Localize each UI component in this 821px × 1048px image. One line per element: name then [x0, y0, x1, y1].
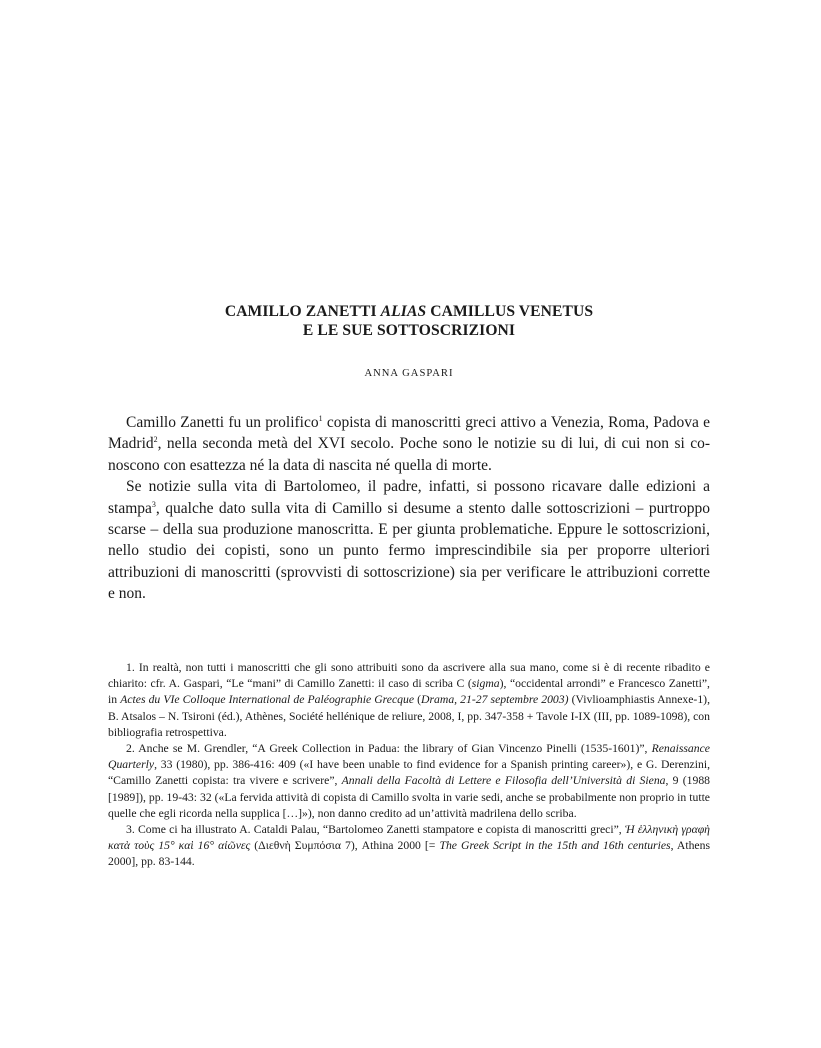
text-run: (Vivlioamphiastis Annexe-1), B. Atsalos – N. Tsironi (éd.), Athènes, Société hellénique de reliure, 2008, I, pp. 347-358 + Tavole I-IX (III, pp. 1089-1098), con bibliografia retrospettiva. — [108, 693, 710, 739]
text-run: 3. Come ci ha illustrato A. Cataldi Palau, “Bartolomeo Zanetti stampatore e copista di manoscritti greci”, — [126, 823, 625, 837]
italic-run: Drama, 21-27 septembre 2003) — [421, 693, 569, 707]
title-text: CAMILLO ZANETTI — [224, 303, 381, 320]
italic-run: Annali della Facoltà di Lettere e Filosofia dell’Università di Siena — [341, 774, 666, 788]
italic-run: Ἡ ἑλληνικὴ γραφὴ κατὰ τοὺς 15° καὶ 16° αἰῶνες — [108, 823, 710, 853]
title-line-2: E LE SUE SOTTOSCRIZIONI — [302, 322, 516, 339]
paragraph — [108, 476, 710, 604]
footnote-ref[interactable]: 3 — [151, 499, 156, 509]
text-run: ), “occidental arrondi” e Francesco Zanetti”, in — [108, 677, 710, 707]
text-run: , nella seconda metà del XVI secolo. Poche sono le notizie su di lui, di cui non si conoscono con esattezza né la data di nascita né quella di morte. — [108, 435, 710, 474]
title-italic: ALIAS — [380, 303, 427, 320]
footnote-ref[interactable]: 2 — [153, 435, 158, 445]
footnote-1 — [108, 660, 710, 741]
text-run: copista di manoscritti greci attivo a Venezia, Roma, Padova e Madrid — [108, 414, 711, 453]
italic-run: The Greek Script in the 15th and 16th centuries — [439, 839, 671, 853]
text-run: 2. Anche se M. Grendler, “A Greek Collection in Padua: the library of Gian Vincenzo Pinelli (1535-1601)”, — [126, 742, 652, 756]
article-title — [108, 302, 710, 340]
text-run: (Διεθνὴ Συμπόσια 7), Athina 2000 [= — [250, 839, 440, 853]
title-line-1 — [108, 302, 710, 321]
footnote-3 — [108, 822, 710, 871]
footnote-ref[interactable]: 1 — [318, 413, 323, 423]
text-run: ( — [414, 693, 422, 707]
author-name: ANNA GASPARI — [364, 368, 454, 379]
text-run: 1. In realtà, non tutti i manoscritti che gli sono attribuiti sono da ascrivere alla sua mano, come si è di recente ribadito e chiarito: cfr. A. Gaspari, “Le “mani” di Camillo Zanetti: il caso di scriba C ( — [108, 661, 710, 691]
footnote-2 — [108, 741, 710, 822]
title-text: CAMILLUS VENETUS — [426, 303, 594, 320]
footnotes — [108, 660, 710, 871]
italic-run: sigma — [471, 677, 500, 691]
text-run: , 33 (1980), pp. 386-416: 409 («I have been unable to find evidence for a Spanish printing career»), e G. Derenzini, “Camillo Zanetti copista: tra vivere e scrivere”, — [108, 758, 710, 788]
text-run: , Athens 2000], pp. 83-144. — [108, 839, 710, 869]
text-run: , qualche dato sulla vita di Camillo si desume a stento dalle sottoscrizioni – purtroppo scarse – della sua produzione manoscritta. E per giunta problematiche. Eppure le sottoscrizioni, nello studio dei copisti, sono un punto fermo imprescindibile sia per proporre ulteriori attribuzioni di manoscritti (sprovvisti di sottoscrizione) sia per verificare le attribuzioni corrette e non. — [108, 499, 710, 603]
text-run: Se notizie sulla vita di Bartolomeo, il padre, infatti, si possono ricavare dalle edizioni a stampa — [108, 478, 710, 517]
text-run: Camillo Zanetti fu un prolifico — [126, 414, 319, 431]
italic-run: Renaissance Quarterly — [108, 742, 710, 772]
body-text — [108, 412, 710, 605]
italic-run: Actes du VIe Colloque International de Paléographie Grecque — [120, 693, 415, 707]
paragraph — [108, 412, 710, 476]
text-run: , 9 (1988 [1989]), pp. 19-43: 32 («La fervida attività di copista di Camillo svolta in varie sedi, anche se probabilmente non proprio in tutte quelle che egli ricorda nella supplica […]»), non danno credito ad un’attività madrilena dello scriba. — [108, 774, 711, 820]
